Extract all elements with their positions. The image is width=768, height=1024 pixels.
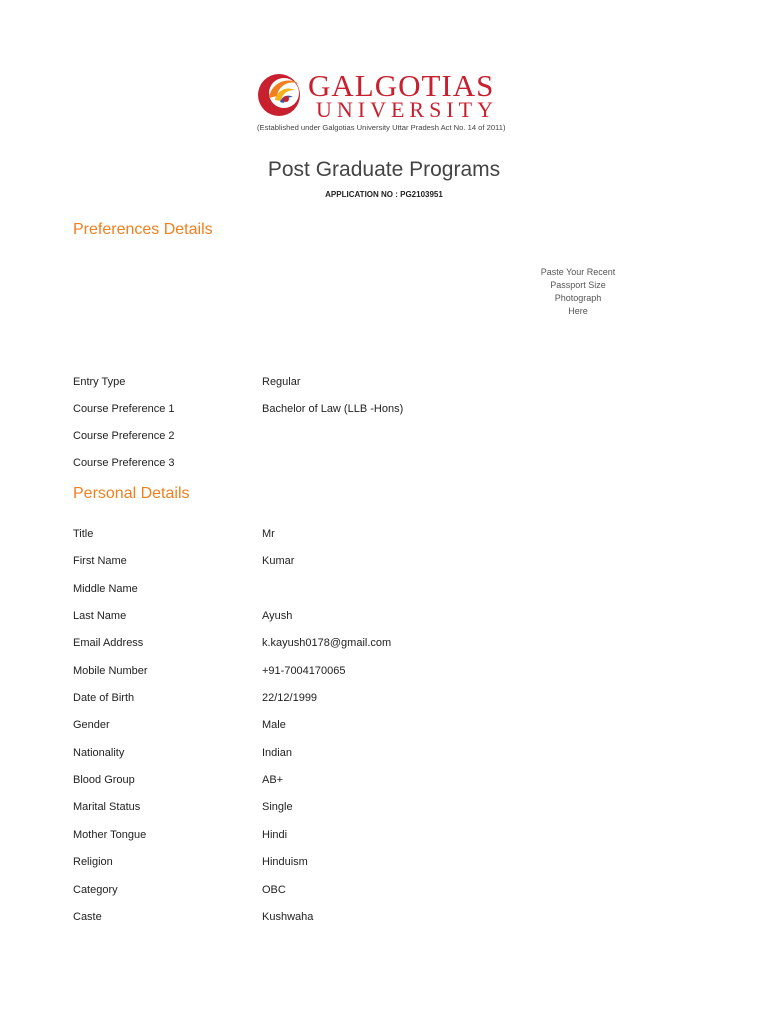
page-title: Post Graduate Programs xyxy=(267,158,501,181)
field-label: Gender xyxy=(73,719,110,731)
field-value: Regular xyxy=(262,376,301,388)
field-label: First Name xyxy=(73,555,127,567)
field-label: Blood Group xyxy=(73,774,135,786)
photo-placeholder-line: Passport Size xyxy=(550,280,606,290)
field-value: Hindi xyxy=(262,829,288,841)
university-subtitle: UNIVERSITY xyxy=(316,97,498,122)
field-row-entry-type xyxy=(73,376,693,396)
photo-placeholder xyxy=(528,266,628,318)
field-row-mobile xyxy=(73,665,693,685)
field-row-nationality xyxy=(73,747,693,767)
field-row-date-of-birth xyxy=(73,692,693,712)
field-value: Ayush xyxy=(262,610,293,622)
field-value: Mr xyxy=(262,528,275,540)
field-row-religion xyxy=(73,856,693,876)
field-value: k.kayush0178@gmail.com xyxy=(262,637,392,649)
university-name: GALGOTIAS xyxy=(308,68,495,103)
field-value: +91-7004170065 xyxy=(262,665,346,677)
field-label: Course Preference 3 xyxy=(73,457,175,469)
photo-placeholder-line: Photograph xyxy=(554,293,602,303)
field-label: Course Preference 1 xyxy=(73,403,175,415)
field-label: Mobile Number xyxy=(73,665,148,677)
field-label: Entry Type xyxy=(73,376,126,388)
field-row-course-preference-2 xyxy=(73,430,693,450)
field-label: Email Address xyxy=(73,637,144,649)
field-label: Title xyxy=(73,528,94,540)
field-row-mother-tongue xyxy=(73,829,693,849)
field-label: Mother Tongue xyxy=(73,829,147,841)
field-value: Single xyxy=(262,801,293,813)
field-value: Kushwaha xyxy=(262,911,314,923)
field-label: Middle Name xyxy=(73,583,138,595)
field-label: Category xyxy=(73,884,118,896)
field-label: Nationality xyxy=(73,747,125,759)
field-value: Kumar xyxy=(262,555,295,567)
field-value: Indian xyxy=(262,747,292,759)
field-row-email xyxy=(73,637,693,657)
field-row-course-preference-1 xyxy=(73,403,693,423)
personal-heading: Personal Details xyxy=(73,485,190,502)
photo-placeholder-line: Paste Your Recent xyxy=(540,267,616,277)
field-label: Religion xyxy=(73,856,113,868)
field-value: Male xyxy=(262,719,286,731)
field-label: Course Preference 2 xyxy=(73,430,175,442)
field-row-gender xyxy=(73,719,693,739)
field-value: 22/12/1999 xyxy=(262,692,318,704)
field-row-middle-name xyxy=(73,583,693,603)
field-value: OBC xyxy=(262,884,286,896)
preferences-heading: Preferences Details xyxy=(73,221,213,238)
field-label: Date of Birth xyxy=(73,692,135,704)
university-logo xyxy=(255,68,517,138)
field-value: Hinduism xyxy=(262,856,308,868)
established-note: (Established under Galgotias University Uttar Pradesh Act No. 14 of 2011) xyxy=(257,123,506,132)
photo-placeholder-line: Here xyxy=(568,306,588,316)
application-number: APPLICATION NO : PG2103951 xyxy=(325,190,443,199)
field-row-course-preference-3 xyxy=(73,457,693,477)
field-row-marital-status xyxy=(73,801,693,821)
field-label: Marital Status xyxy=(73,801,141,813)
field-label: Last Name xyxy=(73,610,127,622)
field-row-first-name xyxy=(73,555,693,575)
field-row-category xyxy=(73,884,693,904)
field-row-blood-group xyxy=(73,774,693,794)
field-value: AB+ xyxy=(262,774,284,786)
field-value: Bachelor of Law (LLB -Hons) xyxy=(262,403,404,415)
swirl-emblem-icon xyxy=(255,68,307,120)
field-row-caste xyxy=(73,911,693,931)
field-label: Caste xyxy=(73,911,102,923)
field-row-title xyxy=(73,528,693,548)
field-row-last-name xyxy=(73,610,693,630)
